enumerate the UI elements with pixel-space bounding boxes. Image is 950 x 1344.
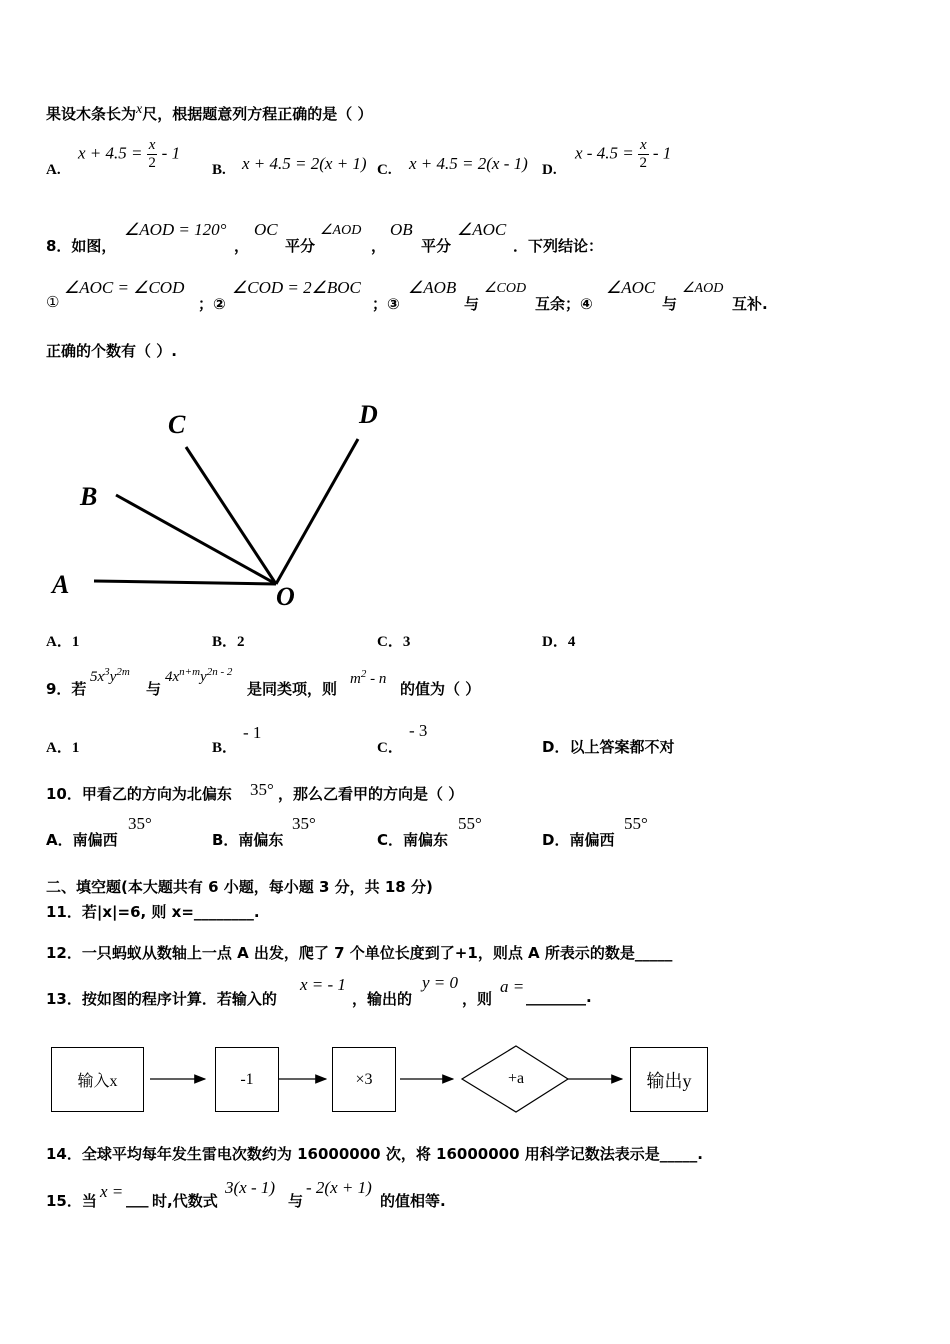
q10-option-c-value: 55° xyxy=(458,814,482,833)
ray-od xyxy=(276,439,358,584)
q8-option-c: C．3 xyxy=(377,634,411,650)
q10-option-d-label: D．南偏西 xyxy=(542,831,615,849)
q8-option-d: D．4 xyxy=(542,634,576,650)
q8-angle-aod: ∠AOD xyxy=(320,223,362,238)
q9-term1 xyxy=(90,666,130,686)
q8-option-b: B．2 xyxy=(212,634,245,650)
q14: 14．全球平均每年发生雷电次数约为 16000000 次，将 16000000 用科学记数法表示是_____. xyxy=(46,1145,703,1163)
q8-c2-mark: ；② xyxy=(198,295,226,313)
label-d: D xyxy=(359,400,378,429)
q7-option-d-label: D. xyxy=(542,162,557,178)
q7-d-fraction xyxy=(638,138,649,171)
q7-stem-prefix: 果设木条长为 xyxy=(46,105,137,123)
q8-sep2: ， xyxy=(371,237,387,255)
q10-option-a-label: A．南偏西 xyxy=(46,831,118,849)
ray-oc xyxy=(186,447,276,584)
flow-minus-one-box: -1 xyxy=(215,1047,279,1112)
q11: 11．若|x|=6, 则 x=________. xyxy=(46,903,260,921)
q9-expr-rest: - n xyxy=(366,671,387,687)
q9-tail: 的值为（ ） xyxy=(400,680,481,698)
q7-option-a-expr xyxy=(78,138,180,171)
q8-oc: OC xyxy=(254,220,278,239)
q7-d-right: - 1 xyxy=(648,143,672,163)
q7-var: x xyxy=(136,102,143,117)
label-o: O xyxy=(276,582,295,611)
q7-a-right: - 1 xyxy=(157,143,181,163)
ray-ob xyxy=(116,495,276,584)
q8-c3-tail: 互余；④ xyxy=(535,295,593,313)
q13-output-expr: y = 0 xyxy=(422,973,459,992)
q9-term2 xyxy=(165,666,232,686)
q10-suffix: ，那么乙看甲的方向是（ ） xyxy=(278,785,464,803)
ray-oa xyxy=(94,581,276,584)
q8-number: 8．如图， xyxy=(46,237,117,255)
flow-connectors xyxy=(0,1040,950,1120)
q15-expr2: - 2(x + 1) xyxy=(306,1178,372,1197)
q9-term2-coef: 4x xyxy=(165,669,180,685)
q8-c3-mark: ；③ xyxy=(372,295,400,313)
q7-a-num: x xyxy=(148,137,156,153)
q9-term1-xexp: 3 xyxy=(104,666,110,678)
q9-expr-m: m xyxy=(350,671,361,687)
q10-angle: 35° xyxy=(250,780,274,799)
q8-c3-with: 与 xyxy=(464,295,480,313)
q8-ob: OB xyxy=(390,220,413,239)
q7-stem xyxy=(46,102,372,124)
q9-expr-mexp: 2 xyxy=(360,668,367,680)
q9-term1-coef: 5x xyxy=(90,669,105,685)
q15-blank: ___ xyxy=(126,1190,149,1208)
q9-term1-yexp: 2m xyxy=(116,666,130,678)
q7-a-left: x + 4.5 = xyxy=(78,143,147,163)
q8-c4b: ∠AOD xyxy=(682,281,724,296)
q9-term2-y: y xyxy=(200,669,207,685)
q10-option-b-value: 35° xyxy=(292,814,316,833)
q9-option-a: A．1 xyxy=(46,740,80,756)
q15-var-expr: x = xyxy=(100,1182,124,1201)
q8-sep1: ， xyxy=(234,237,250,255)
q9-term2-yexp: 2n - 2 xyxy=(206,666,233,678)
q13-a-expr: a = xyxy=(500,977,525,996)
q9-option-c-label: C． xyxy=(377,740,403,756)
q8-bisects1: 平分 xyxy=(285,237,316,255)
q13-input-expr: x = - 1 xyxy=(300,975,346,994)
flow-input-box: 输入x xyxy=(51,1047,144,1112)
q10-option-a-value: 35° xyxy=(128,814,152,833)
q9-term1-y: y xyxy=(109,669,117,685)
q8-angle-figure xyxy=(40,395,400,615)
q9-expr xyxy=(350,668,386,688)
q8-c3b: ∠COD xyxy=(484,281,527,296)
q15-with: 与 xyxy=(288,1192,304,1210)
q8-c2: ∠COD = 2∠BOC xyxy=(232,278,361,297)
q15-prefix: 15．当 xyxy=(46,1192,97,1210)
q9-option-c-value: - 3 xyxy=(409,721,428,740)
q9-option-d: D．以上答案都不对 xyxy=(542,738,675,756)
q15-tail: 的值相等. xyxy=(380,1192,446,1210)
flow-output-box: 输出y xyxy=(630,1047,708,1112)
q7-d-den: 2 xyxy=(639,155,648,171)
q7-option-d-expr xyxy=(575,138,671,171)
q12: 12．一只蚂蚁从数轴上一点 A 出发，爬了 7 个单位长度到了+1，则点 A 所表示的数是_____ xyxy=(46,944,673,962)
q8-c1: ∠AOC = ∠COD xyxy=(64,278,185,297)
q15-mid: 时,代数式 xyxy=(152,1192,218,1210)
q8-question: 正确的个数有（ ）. xyxy=(46,342,177,360)
q8-angle-given: ∠AOD = 120° xyxy=(124,220,227,239)
q7-stem-suffix: 尺，根据题意列方程正确的是（ ） xyxy=(142,105,373,123)
q8-bisects2: 平分 xyxy=(421,237,452,255)
q9-number: 9．若 xyxy=(46,680,87,698)
q7-d-left: x - 4.5 = xyxy=(575,143,638,163)
q8-c3a: ∠AOB xyxy=(408,278,457,297)
q13-tail: ________. xyxy=(526,988,592,1006)
q10-option-c-label: C．南偏东 xyxy=(377,831,449,849)
q7-a-fraction xyxy=(147,138,158,171)
q8-c4-with: 与 xyxy=(662,295,678,313)
q7-a-den: 2 xyxy=(148,155,156,171)
q8-c4a: ∠AOC xyxy=(606,278,656,297)
q9-with: 与 xyxy=(146,680,162,698)
q15-expr1: 3(x - 1) xyxy=(225,1178,276,1197)
q10-prefix: 10．甲看乙的方向为北偏东 xyxy=(46,785,232,803)
q9-option-b-label: B． xyxy=(212,740,238,756)
q8-angle-aoc: ∠AOC xyxy=(457,220,507,239)
q9-mid: 是同类项，则 xyxy=(247,680,338,698)
q8-tail: ．下列结论： xyxy=(513,237,604,255)
q7-option-b-label: B. xyxy=(212,162,226,178)
q10-option-b-label: B．南偏东 xyxy=(212,831,284,849)
q9-term2-xexp: n+m xyxy=(179,666,201,678)
q8-c4-tail: 互补. xyxy=(732,295,768,313)
q7-option-c-label: C. xyxy=(377,162,392,178)
section-title: 二、填空题(本大题共有 6 小题，每小题 3 分，共 18 分) xyxy=(46,878,433,896)
flow-add-a-label: +a xyxy=(507,1070,525,1087)
q8-c1-mark: ① xyxy=(46,293,60,311)
q9-option-b-value: - 1 xyxy=(243,723,262,742)
q8-option-a: A．1 xyxy=(46,634,80,650)
q13-mid: ，输出的 xyxy=(352,990,413,1008)
label-c: C xyxy=(168,410,186,439)
q7-d-num: x xyxy=(639,137,647,153)
q7-option-b-expr: x + 4.5 = 2(x + 1) xyxy=(242,154,367,173)
q10-option-d-value: 55° xyxy=(624,814,648,833)
q13-mid2: ，则 xyxy=(462,990,493,1008)
label-b: B xyxy=(80,482,98,511)
q7-option-a-label: A. xyxy=(46,162,61,178)
label-a: A xyxy=(52,570,70,599)
flow-times-three-box: ×3 xyxy=(332,1047,396,1112)
q7-option-c-expr: x + 4.5 = 2(x - 1) xyxy=(409,154,528,173)
q13-prefix: 13．按如图的程序计算．若输入的 xyxy=(46,990,277,1008)
